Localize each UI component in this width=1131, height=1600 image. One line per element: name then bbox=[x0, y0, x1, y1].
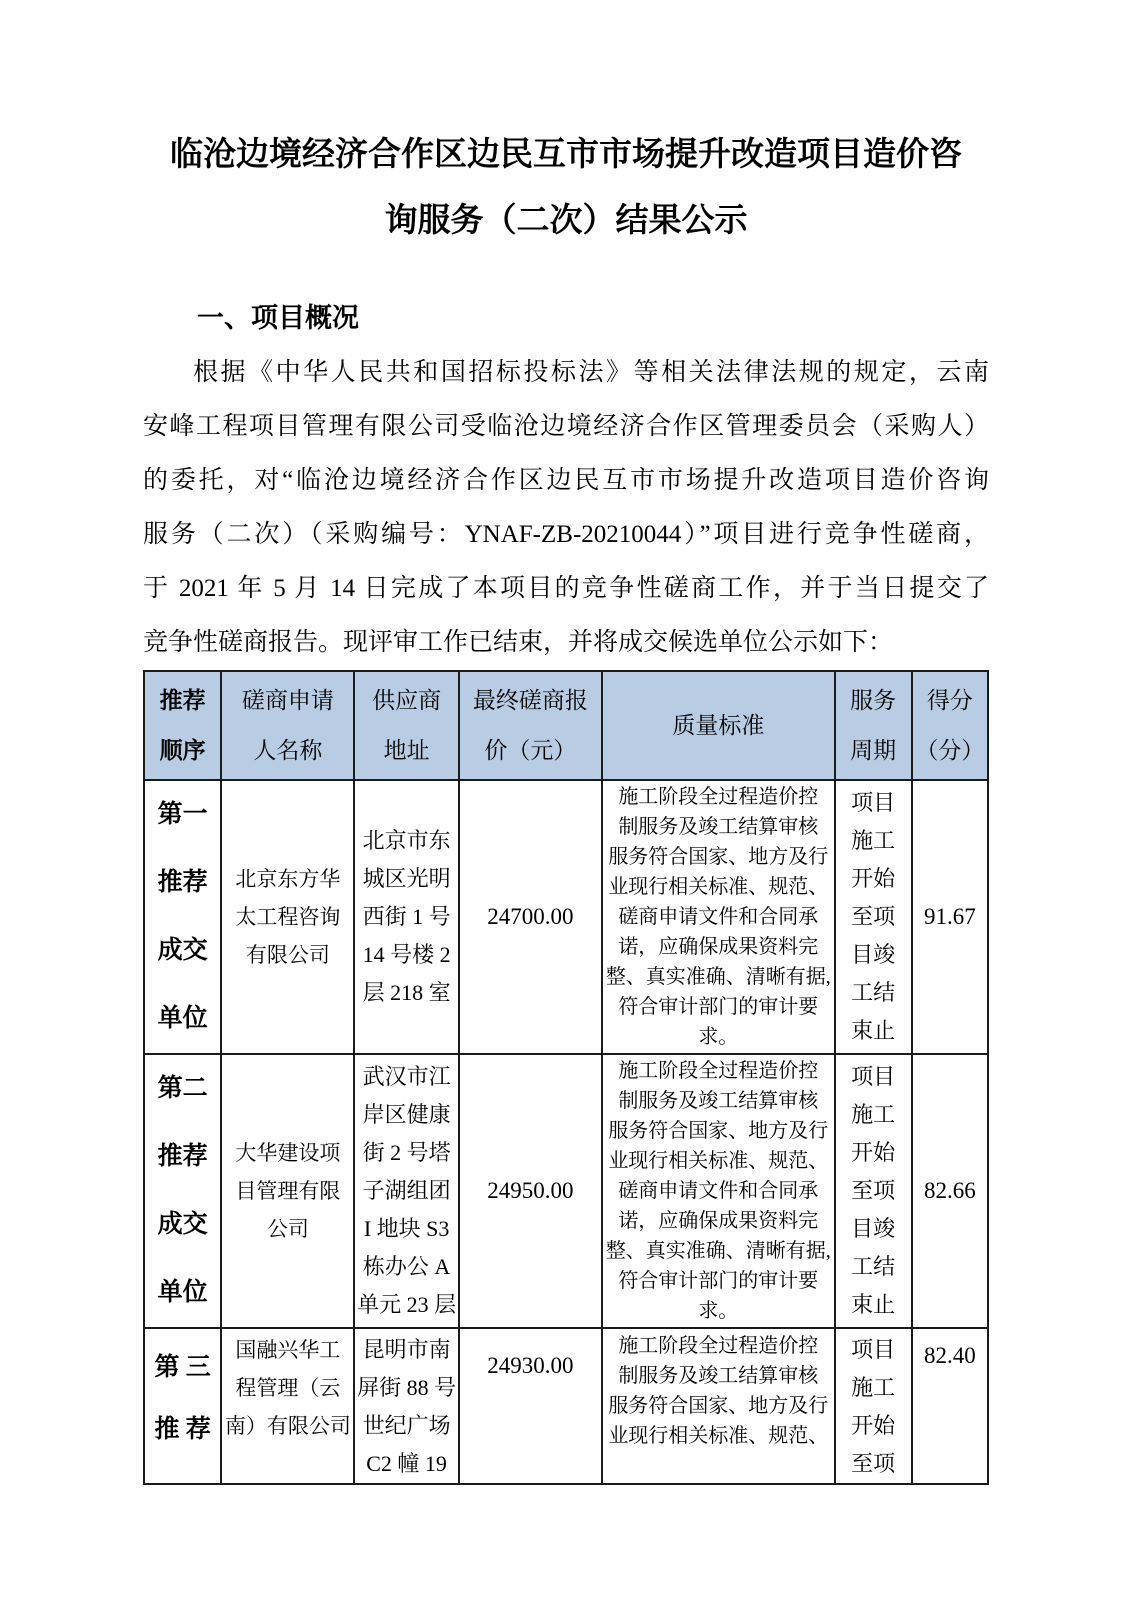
cell-score: 82.40 bbox=[912, 1328, 988, 1484]
text-line: 临沧边境经济合作区边民互市市场提升改造项目造价咨 bbox=[170, 137, 962, 173]
text-line: 子湖组团 bbox=[362, 1178, 451, 1203]
text-line: 程管理（云 bbox=[235, 1376, 341, 1400]
text-line: 开始 bbox=[851, 1140, 896, 1165]
cell-quality-standard bbox=[602, 1328, 835, 1484]
text-line: 磋商申请文件和合同承 bbox=[618, 1180, 819, 1202]
text-line: 施工阶段全过程造价控 bbox=[618, 786, 819, 808]
text-line: 价（元） bbox=[484, 737, 577, 763]
table-row-first-candidate bbox=[144, 780, 988, 1054]
cell-applicant-name bbox=[221, 1054, 354, 1328]
text-line: 屏街 88 号 bbox=[357, 1375, 457, 1400]
table-header-row bbox=[144, 671, 988, 780]
text-line: 第 三 bbox=[154, 1354, 211, 1381]
text-line: 施工阶段全过程造价控 bbox=[618, 1060, 819, 1082]
cell-applicant-name bbox=[221, 1328, 354, 1484]
cell-score: 91.67 bbox=[912, 780, 988, 1054]
text-line: 束止 bbox=[851, 1292, 896, 1317]
text-line: 世纪广场 bbox=[362, 1413, 451, 1438]
text-line: 于 2021 年 5 月 14 日完成了本项目的竞争性磋商工作，并于当日提交了 bbox=[143, 575, 989, 602]
cell-score: 82.66 bbox=[912, 1054, 988, 1328]
text-line: 项目 bbox=[851, 790, 896, 815]
header-score bbox=[912, 671, 988, 780]
text-line: 施工 bbox=[851, 828, 896, 853]
text-line: 整、真实准确、清晰有据, bbox=[605, 1240, 831, 1262]
text-line: 求。 bbox=[698, 1300, 739, 1322]
text-line: 公司 bbox=[266, 1217, 309, 1241]
text-line: 项目 bbox=[851, 1337, 896, 1362]
text-line: 成交 bbox=[157, 1211, 208, 1238]
text-line: 服务 bbox=[850, 687, 897, 713]
text-line: 制服务及竣工结算审核 bbox=[618, 816, 819, 838]
text-line: C2 幢 19 bbox=[366, 1451, 447, 1476]
text-line: 服务符合国家、地方及行 bbox=[608, 1395, 829, 1417]
text-line: 服务符合国家、地方及行 bbox=[608, 846, 829, 868]
text-line: 大华建设项 bbox=[235, 1141, 341, 1165]
cell-service-period bbox=[835, 1328, 912, 1484]
text-line: 层 218 室 bbox=[362, 980, 451, 1005]
cell-applicant-name bbox=[221, 780, 354, 1054]
text-line: 武汉市江 bbox=[362, 1064, 451, 1089]
text-line: 施工 bbox=[851, 1375, 896, 1400]
text-line: 推荐 bbox=[157, 869, 208, 896]
text-line: 施工 bbox=[851, 1102, 896, 1127]
intro-paragraph bbox=[143, 346, 989, 670]
cell-service-period bbox=[835, 1054, 912, 1328]
text-line: 磋商申请文件和合同承 bbox=[618, 906, 819, 928]
text-line: 北京市东 bbox=[362, 828, 451, 853]
text-line: 工结 bbox=[851, 1254, 896, 1279]
header-final-price bbox=[459, 671, 602, 780]
text-line: 诺，应确保成果资料完 bbox=[618, 936, 819, 958]
results-table bbox=[143, 670, 989, 1485]
cell-final-price: 24950.00 bbox=[459, 1054, 602, 1328]
text-line: 安峰工程项目管理有限公司受临沧边境经济合作区管理委员会（采购人） bbox=[143, 413, 989, 440]
cell-supplier-address bbox=[354, 1054, 458, 1328]
text-line: 项目 bbox=[851, 1064, 896, 1089]
text-line: 栋办公 A bbox=[362, 1254, 451, 1279]
document-title bbox=[143, 122, 989, 254]
text-line: 竞争性磋商报告。现评审工作已结束，并将成交候选单位公示如下： bbox=[143, 629, 894, 656]
cell-rank bbox=[144, 1054, 221, 1328]
text-line: 第二 bbox=[157, 1075, 208, 1102]
text-line: 太工程咨询 bbox=[235, 905, 341, 929]
text-line: 整、真实准确、清晰有据, bbox=[605, 966, 831, 988]
text-line: 推 荐 bbox=[154, 1416, 211, 1443]
text-line: 工结 bbox=[851, 980, 896, 1005]
text-line: 至项 bbox=[851, 904, 896, 929]
text-line: 岸区健康 bbox=[362, 1102, 451, 1127]
cell-service-period bbox=[835, 780, 912, 1054]
cell-final-price: 24700.00 bbox=[459, 780, 602, 1054]
text-line: 符合审计部门的审计要 bbox=[618, 1270, 819, 1292]
cell-quality-standard bbox=[602, 1054, 835, 1328]
text-line: 得分 bbox=[926, 687, 973, 713]
text-line: 业现行相关标准、规范、 bbox=[608, 1425, 829, 1447]
text-line: 有限公司 bbox=[245, 943, 330, 967]
table-row-second-candidate bbox=[144, 1054, 988, 1328]
text-line: 地址 bbox=[383, 737, 430, 763]
text-line: 南）有限公司 bbox=[224, 1414, 351, 1438]
header-supplier-address bbox=[354, 671, 458, 780]
cell-final-price: 24930.00 bbox=[459, 1328, 602, 1484]
text-line: 目管理有限 bbox=[235, 1179, 341, 1203]
text-line: 询服务（二次）结果公示 bbox=[384, 203, 748, 239]
text-line: 人名称 bbox=[253, 737, 323, 763]
text-line: 目竣 bbox=[851, 942, 896, 967]
text-line: 第一 bbox=[157, 801, 208, 828]
text-line: 制服务及竣工结算审核 bbox=[618, 1090, 819, 1112]
text-line: 14 号楼 2 bbox=[362, 942, 451, 967]
cell-quality-standard bbox=[602, 780, 835, 1054]
text-line: 至项 bbox=[851, 1178, 896, 1203]
text-line: 的委托，对“临沧边境经济合作区边民互市市场提升改造项目造价咨询 bbox=[143, 467, 989, 494]
cell-rank bbox=[144, 780, 221, 1054]
text-line: 城区光明 bbox=[362, 866, 451, 891]
text-line: I 地块 S3 bbox=[363, 1216, 450, 1241]
text-line: 业现行相关标准、规范、 bbox=[608, 1150, 829, 1172]
text-line: 周期 bbox=[850, 737, 897, 763]
text-line: 推荐 bbox=[159, 687, 206, 713]
cell-rank bbox=[144, 1328, 221, 1484]
text-line: 诺，应确保成果资料完 bbox=[618, 1210, 819, 1232]
text-line: 束止 bbox=[851, 1018, 896, 1043]
header-recommend-order bbox=[144, 671, 221, 780]
cell-supplier-address bbox=[354, 780, 458, 1054]
text-line: 西街 1 号 bbox=[362, 904, 451, 929]
text-line: 国融兴华工 bbox=[235, 1338, 341, 1362]
text-line: 求。 bbox=[698, 1026, 739, 1048]
text-line: 业现行相关标准、规范、 bbox=[608, 876, 829, 898]
header-applicant-name bbox=[221, 671, 354, 780]
text-line: 符合审计部门的审计要 bbox=[618, 996, 819, 1018]
header-quality-standard bbox=[602, 671, 835, 780]
text-line: 根据《中华人民共和国招标投标法》等相关法律法规的规定，云南 bbox=[193, 359, 989, 386]
text-line: 开始 bbox=[851, 1413, 896, 1438]
text-line: 开始 bbox=[851, 866, 896, 891]
header-service-period bbox=[835, 671, 912, 780]
text-line: 至项 bbox=[851, 1451, 896, 1476]
text-line: 服务（二次）（采购编号：YNAF-ZB-20210044）”项目进行竞争性磋商， bbox=[143, 521, 989, 548]
text-line: （分） bbox=[915, 737, 985, 763]
text-line: 单位 bbox=[157, 1279, 208, 1306]
text-line: 单位 bbox=[157, 1005, 208, 1032]
text-line: 质量标准 bbox=[672, 712, 765, 738]
text-line: 昆明市南 bbox=[362, 1337, 451, 1362]
text-line: 磋商申请 bbox=[241, 687, 334, 713]
text-line: 顺序 bbox=[159, 737, 206, 763]
text-line: 北京东方华 bbox=[235, 867, 341, 891]
text-line: 推荐 bbox=[157, 1143, 208, 1170]
document-content bbox=[143, 0, 989, 1485]
text-line: 目竣 bbox=[851, 1216, 896, 1241]
text-line: 供应商 bbox=[372, 687, 442, 713]
cell-supplier-address bbox=[354, 1328, 458, 1484]
section-heading: 一、项目概况 bbox=[197, 303, 359, 333]
text-line: 街 2 号塔 bbox=[362, 1140, 451, 1165]
text-line: 成交 bbox=[157, 937, 208, 964]
text-line: 单元 23 层 bbox=[357, 1292, 457, 1317]
text-line: 施工阶段全过程造价控 bbox=[618, 1335, 819, 1357]
table-row-third-candidate bbox=[144, 1328, 988, 1484]
text-line: 最终磋商报 bbox=[472, 687, 588, 713]
text-line: 制服务及竣工结算审核 bbox=[618, 1365, 819, 1387]
text-line: 服务符合国家、地方及行 bbox=[608, 1120, 829, 1142]
